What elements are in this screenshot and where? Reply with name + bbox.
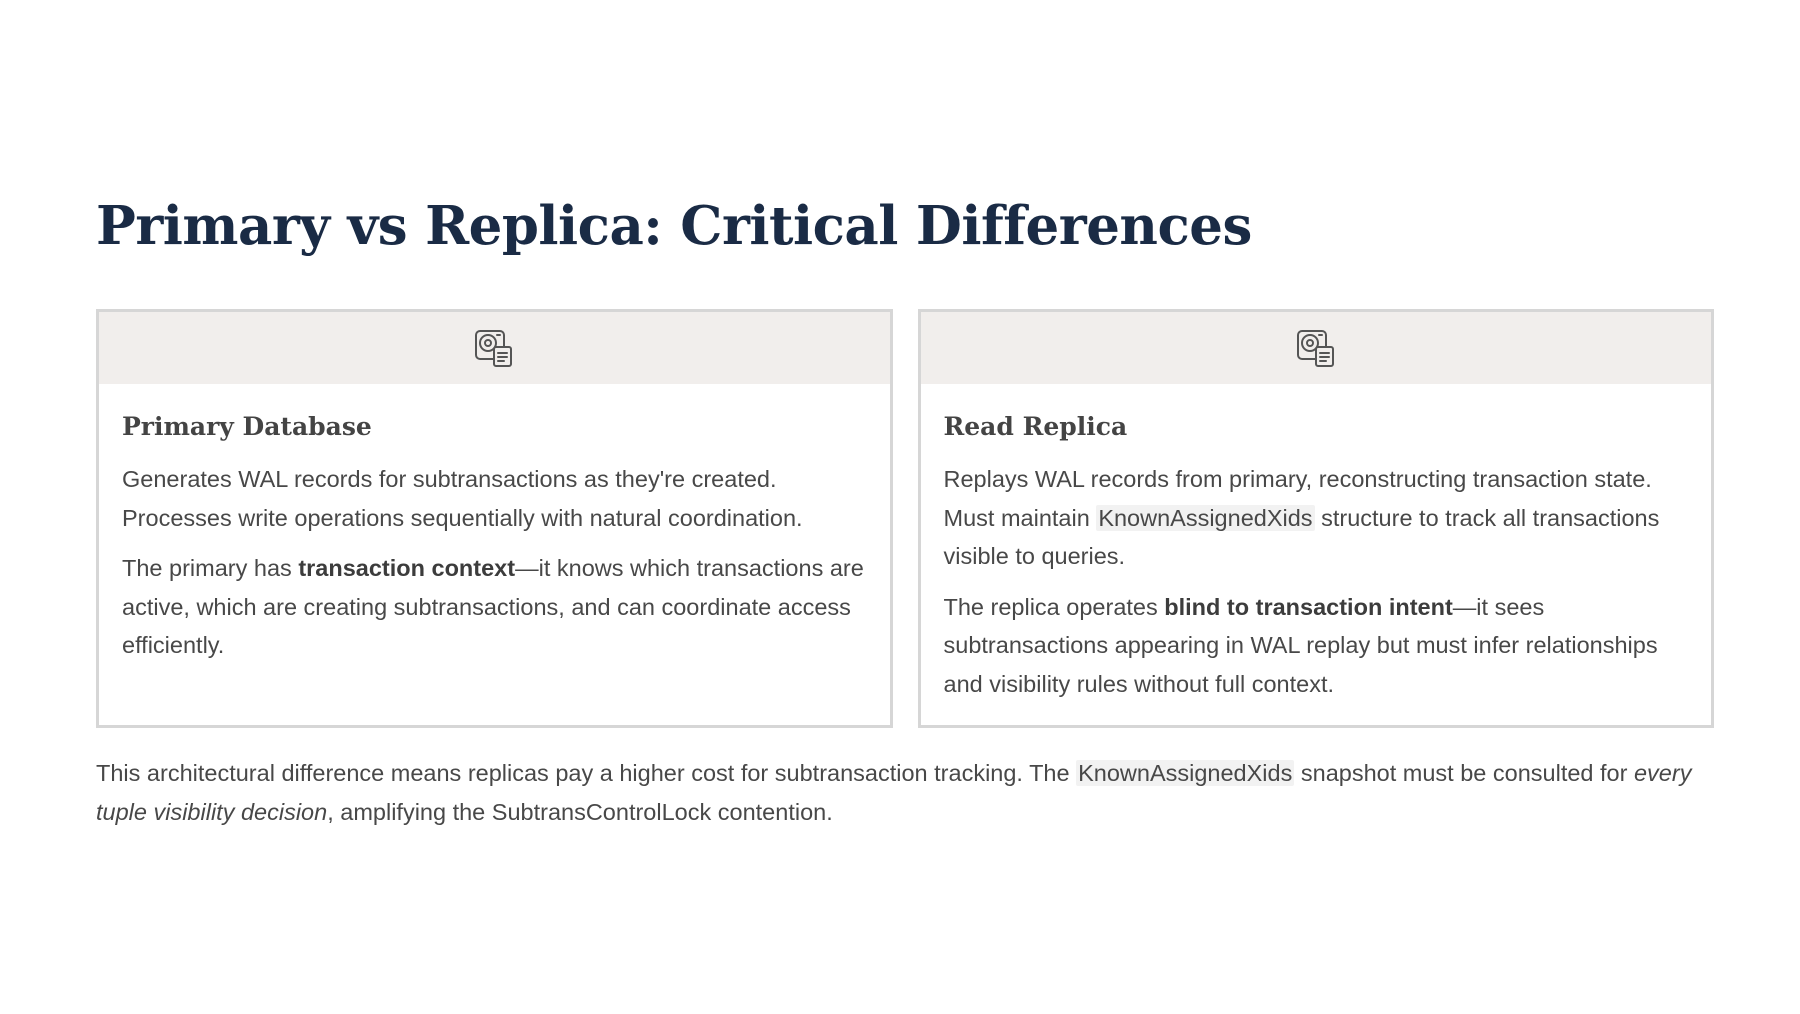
text-run: The primary has [122,555,299,581]
card-header [99,312,890,384]
card-heading: Primary Database [122,412,372,441]
card-heading: Read Replica [943,412,1128,441]
text-run: This architectural difference means replicas pay a higher cost for subtransaction tracking. The [96,760,1077,786]
card-primary-database [96,309,893,728]
card-paragraph: Generates WAL records for subtransactions as they're created. Processes write operations sequentially with natural coordination. [122,466,803,531]
card-header [921,312,1712,384]
card-read-replica [918,309,1715,728]
card-paragraph [122,549,867,665]
comparison-cards [96,309,1714,728]
text-run: —it knows which transactions are active, which are creating subtransactions, and can coordinate access efficiently. [122,555,864,658]
emphasis-text: transaction context [298,555,516,581]
card-paragraph [944,460,1689,576]
emphasis-text: blind to transaction intent [1164,593,1453,620]
footer-paragraph [96,754,1714,831]
card-paragraph [944,588,1689,704]
italic-text: every tuple visibility decision [96,760,1692,825]
database-doc-icon [473,327,515,369]
text-run: Replays WAL records from primary, reconstructing transaction state. Must maintain [943,466,1652,531]
database-doc-icon [1295,327,1337,369]
text-run: structure to track all transactions visible to queries. [943,504,1660,569]
text-run: The replica operates [943,593,1165,620]
page-title: Primary vs Replica: Critical Differences [96,195,1252,257]
inline-code: KnownAssignedXids [1098,504,1313,531]
slide [96,0,1714,1014]
card-body [921,384,1712,703]
text-run: —it sees subtransactions appearing in WAL replay but must infer relationships and visibility rules without full context. [943,593,1658,697]
text-run: , amplifying the SubtransControlLock contention. [327,798,833,825]
text-run: snapshot must be consulted for [1294,760,1634,786]
card-body [99,384,890,665]
inline-code: KnownAssignedXids [1078,760,1293,786]
